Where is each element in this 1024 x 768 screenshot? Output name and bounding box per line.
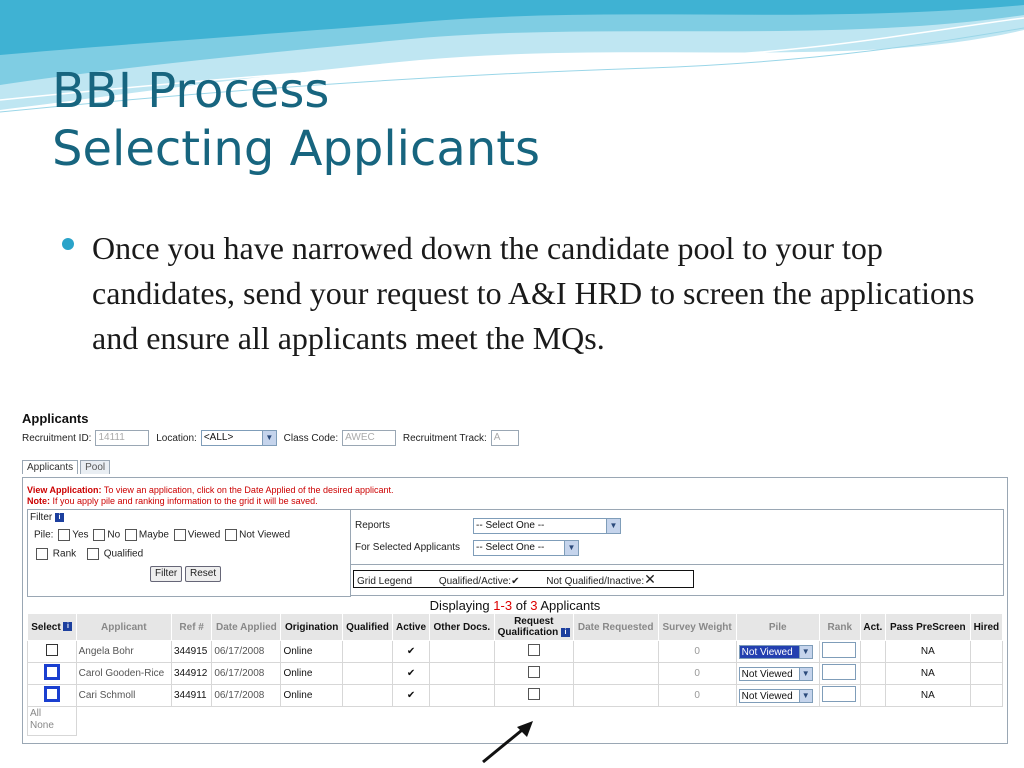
col-date-applied[interactable]: Date Applied [212,614,281,641]
col-hired[interactable]: Hired [970,614,1002,641]
filter-box [27,509,351,597]
col-other-docs[interactable]: Other Docs. [429,614,494,641]
request-qualification-cell [494,685,573,707]
rank-input[interactable] [822,686,856,702]
request-qualification-checkbox[interactable] [528,666,540,678]
table-row [28,685,1003,707]
caption-of: of [515,598,527,613]
pile-cell [736,641,819,663]
for-selected-label: For Selected Applicants [355,542,461,553]
checkmark-icon: ✔ [511,576,520,587]
view-app-text: To view an application, click on the Date Applied of the desired applicant. [103,485,394,495]
row-select-checkbox[interactable] [45,687,59,701]
row-select-cell [28,641,77,663]
request-qualification-checkbox[interactable] [528,644,540,656]
row-select-cell [28,685,77,707]
other-docs-cell [429,663,494,685]
tab-applicants[interactable]: Applicants [22,460,78,474]
pile-select[interactable] [739,689,813,703]
pile-select[interactable] [739,645,813,659]
reports-label: Reports [355,520,391,531]
tab-bar [22,460,112,476]
hired-cell [970,663,1002,685]
survey-weight: 0 [658,663,736,685]
qualified-cell [342,685,392,707]
chevron-down-icon: ▼ [799,690,812,702]
date-applied-link[interactable]: 06/17/2008 [212,641,281,663]
recruitment-id-label: Recruitment ID: [22,432,92,444]
col-active[interactable]: Active [393,614,430,641]
info-icon[interactable]: i [55,513,64,522]
col-pass-prescreen[interactable]: Pass PreScreen [885,614,970,641]
ref-number: 344911 [171,685,211,707]
bullet-dot-icon [62,238,74,250]
applicants-screenshot [20,408,1006,744]
pile-no-label: No [107,529,121,541]
table-row [28,641,1003,663]
filter-title: Filter [30,512,53,523]
note-label: Note: [27,496,50,506]
origination: Online [281,663,342,685]
rank-cell [819,685,860,707]
chevron-down-icon: ▼ [262,431,276,445]
slide-title-line2: Selecting Applicants [52,121,541,177]
checkmark-icon: ✔ [393,685,430,707]
slide-title-line1: BBI Process [52,63,330,119]
caption-suffix: Applicants [540,598,601,613]
col-survey-weight[interactable]: Survey Weight [658,614,736,641]
view-app-label: View Application: [27,485,102,495]
qualified-label: Qualified [103,548,144,560]
col-select-label: Select [31,621,61,633]
pile-viewed-label: Viewed [187,529,221,541]
applicants-heading: Applicants [22,411,89,426]
reports-select[interactable] [473,518,621,534]
track-input[interactable]: A [491,430,519,446]
survey-weight: 0 [658,641,736,663]
rank-checkbox[interactable] [36,548,48,560]
legend-title: Grid Legend [357,576,413,587]
rank-input[interactable] [822,642,856,658]
qualified-cell [342,641,392,663]
pile-no-checkbox[interactable] [93,529,105,541]
select-none-link[interactable]: None [30,720,54,731]
pile-viewed-checkbox[interactable] [174,529,186,541]
applicant-name[interactable]: Cari Schmoll [76,685,171,707]
col-applicant[interactable]: Applicant [76,614,171,641]
pile-not-viewed-label: Not Viewed [239,529,291,541]
pointer-arrow-icon [479,718,539,768]
table-row [28,663,1003,685]
pile-cell [736,663,819,685]
search-criteria-row [22,430,519,446]
close-icon: ✕ [644,571,656,587]
col-rank[interactable]: Rank [819,614,860,641]
pile-filter-row [34,529,290,541]
hired-cell [970,641,1002,663]
slide-bullet [62,226,982,361]
pile-cell [736,685,819,707]
ref-number: 344915 [171,641,211,663]
pile-value: Not Viewed [741,690,793,702]
legend-qualified: Qualified/Active: [438,576,512,587]
slide-title [52,62,540,178]
origination: Online [281,641,342,663]
recruitment-id-input[interactable]: 14111 [95,430,149,446]
location-value: <ALL> [203,432,234,443]
col-pile[interactable]: Pile [736,614,819,641]
date-requested-cell [573,641,658,663]
pile-value: Not Viewed [741,668,793,680]
col-date-requested[interactable]: Date Requested [573,614,658,641]
act-cell [860,685,885,707]
date-applied-link[interactable]: 06/17/2008 [212,685,281,707]
select-all-none-cell [28,707,77,736]
row-select-checkbox[interactable] [46,644,58,656]
act-cell [860,641,885,663]
track-label: Recruitment Track: [402,432,487,444]
survey-weight: 0 [658,685,736,707]
request-qualification-checkbox[interactable] [528,688,540,700]
reports-box [351,509,1004,565]
other-docs-cell [429,641,494,663]
qualified-checkbox[interactable] [87,548,99,560]
instructions [27,485,394,507]
col-act[interactable]: Act. [860,614,885,641]
hired-cell [970,685,1002,707]
pile-maybe-checkbox[interactable] [125,529,137,541]
pile-value: Not Viewed [741,646,793,658]
chevron-down-icon: ▼ [606,519,620,533]
date-applied-link[interactable]: 06/17/2008 [212,663,281,685]
col-ref[interactable]: Ref # [171,614,211,641]
qualified-cell [342,663,392,685]
pass-prescreen: NA [885,641,970,663]
rank-qualified-row [34,548,143,560]
class-code-input[interactable]: AWEC [342,430,396,446]
request-qualification-cell [494,663,573,685]
rank-input[interactable] [822,664,856,680]
results-caption [23,598,1007,613]
applicants-panel [22,477,1008,744]
chevron-down-icon: ▼ [799,646,812,658]
rank-label: Rank [52,548,77,560]
bullet-text: Once you have narrowed down the candidate pool to your top candidates, send your request to A&I HRD to screen the applications and ensure all applicants meet the MQs. [92,230,975,356]
rank-cell [819,641,860,663]
date-requested-cell [573,685,658,707]
col-qualified[interactable]: Qualified [342,614,392,641]
col-request-qualification[interactable] [494,614,573,641]
chevron-down-icon: ▼ [799,668,812,680]
act-cell [860,663,885,685]
caption-start: 1 [493,598,501,613]
checkmark-icon: ✔ [393,641,430,663]
filter-title-row [30,512,64,523]
origination: Online [281,685,342,707]
tab-pool[interactable]: Pool [80,460,110,474]
request-qualification-cell [494,641,573,663]
select-all-link[interactable]: All [30,708,42,719]
for-selected-select[interactable] [473,540,579,556]
reset-button[interactable]: Reset [185,566,221,582]
pile-yes-checkbox[interactable] [58,529,70,541]
rank-cell [819,663,860,685]
grid-legend-box [351,564,1004,596]
caption-total: 3 [530,598,538,613]
other-docs-cell [429,685,494,707]
note-text: If you apply pile and ranking information to the grid it will be saved. [52,496,318,506]
pass-prescreen: NA [885,685,970,707]
ref-number: 344912 [171,663,211,685]
applicant-name[interactable]: Angela Bohr [76,641,171,663]
col-origination[interactable]: Origination [281,614,342,641]
filter-button[interactable]: Filter [150,566,182,582]
row-select-checkbox[interactable] [45,665,59,679]
empty-cell [76,707,1002,736]
col-select[interactable] [28,614,77,641]
filter-buttons [150,566,221,582]
info-icon[interactable]: i [561,628,570,637]
chevron-down-icon: ▼ [564,541,578,555]
grid-legend [353,570,694,588]
checkmark-icon: ✔ [393,663,430,685]
caption-prefix: Displaying [429,598,490,613]
location-select[interactable] [201,430,277,446]
col-request-qualification-label: Request Qualification [497,616,559,638]
for-selected-value: -- Select One -- [476,542,545,553]
info-icon[interactable]: i [63,622,72,631]
applicant-name[interactable]: Carol Gooden-Rice [76,663,171,685]
pile-yes-label: Yes [72,529,89,541]
legend-not-qualified: Not Qualified/Inactive: [546,576,645,587]
class-code-label: Class Code: [283,432,339,444]
caption-dash: - [500,598,505,613]
row-select-cell [28,663,77,685]
date-requested-cell [573,663,658,685]
reports-value: -- Select One -- [476,520,545,531]
pile-label: Pile: [34,529,54,541]
table-header-row [28,614,1003,641]
location-label: Location: [156,432,197,444]
pass-prescreen: NA [885,663,970,685]
pile-not-viewed-checkbox[interactable] [225,529,237,541]
pile-maybe-label: Maybe [138,529,169,541]
caption-end: 3 [504,598,513,613]
pile-select[interactable] [739,667,813,681]
